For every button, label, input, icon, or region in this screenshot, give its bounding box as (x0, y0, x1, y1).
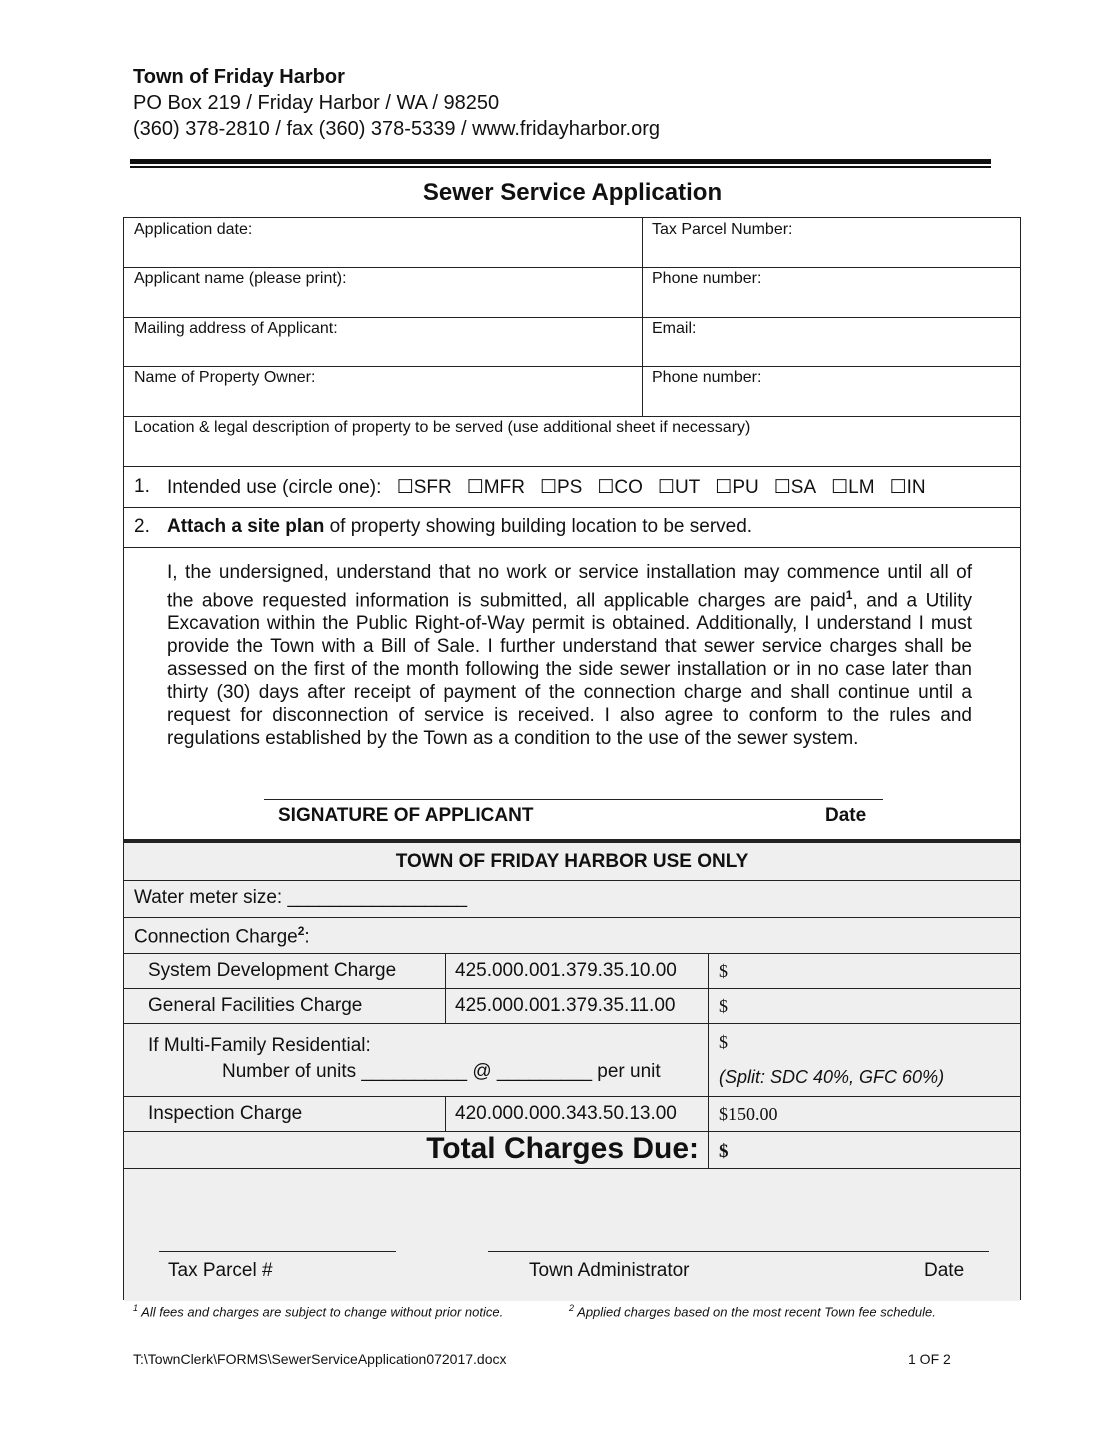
header-rule-thin (130, 166, 991, 168)
use-option-sa[interactable] (774, 476, 816, 499)
sdc-account-code: 425.000.001.379.35.10.00 (455, 960, 677, 981)
use-option-label: UT (674, 477, 701, 498)
footnote-1: $^1$ All fees and charges are subject to change without prior notice. (133, 1303, 504, 1320)
administrator-signature-line[interactable] (488, 1251, 989, 1252)
water-meter-size-field[interactable]: Water meter size: _________________ (134, 887, 468, 908)
sdc-label: System Development Charge (148, 960, 397, 981)
org-name: Town of Friday Harbor (133, 66, 345, 88)
use-option-label: SFR (413, 477, 452, 498)
location-description-field[interactable]: Location & legal description of property to be served (use additional sheet if necessary) (134, 419, 751, 436)
sdc-amount-field[interactable]: $ (719, 961, 728, 981)
mfr-split-note: (Split: SDC 40%, GFC 60%) (719, 1067, 945, 1087)
administrator-date-label: Date (924, 1260, 965, 1281)
checkbox-icon: ☐ (831, 477, 849, 498)
mailing-address-field[interactable]: Mailing address of Applicant: (134, 320, 338, 337)
application-form (123, 217, 1021, 1300)
item-number-2: 2. (134, 516, 150, 537)
checkbox-icon: ☐ (715, 477, 733, 498)
checkbox-icon: ☐ (597, 477, 615, 498)
use-option-label: CO (614, 477, 643, 498)
item-number-1: 1. (134, 476, 150, 497)
footnote-2: $^2$ Applied charges based on the most recent Town fee schedule. (569, 1303, 936, 1320)
intended-use-label: Intended use (circle one): (167, 477, 382, 498)
page-number: 1 OF 2 (908, 1351, 951, 1367)
inspection-account-code: 420.000.000.343.50.13.00 (455, 1103, 677, 1124)
use-option-label: PS (556, 477, 583, 498)
owner-name-field[interactable]: Name of Property Owner: (134, 369, 316, 386)
total-charges-amount-field[interactable]: $ (719, 1141, 729, 1162)
town-administrator-label: Town Administrator (529, 1260, 690, 1281)
footnote-ref-1: 1 (845, 588, 853, 602)
total-charges-label: Total Charges Due: (426, 1132, 699, 1165)
checkbox-icon: ☐ (889, 477, 907, 498)
file-path: T:\TownClerk\FORMS\SewerServiceApplication072017.docx (133, 1351, 507, 1367)
checkbox-icon: ☐ (539, 477, 557, 498)
checkbox-icon: ☐ (466, 477, 484, 498)
mfr-units-field[interactable]: Number of units __________ @ _________ per unit (222, 1061, 661, 1082)
gfc-amount-field[interactable]: $ (719, 996, 728, 1016)
site-plan-instruction (167, 516, 752, 538)
intended-use-options (397, 477, 926, 498)
header-rule-thick (130, 159, 991, 164)
signature-label: SIGNATURE OF APPLICANT (278, 805, 534, 826)
connection-charge-label: Connection Charge$^2$: (134, 924, 310, 948)
tax-parcel-signature-line[interactable] (159, 1251, 396, 1252)
use-option-label: IN (906, 477, 926, 498)
use-option-label: SA (790, 477, 817, 498)
applicant-phone-field[interactable]: Phone number: (652, 270, 762, 287)
use-option-label: MFR (483, 477, 525, 498)
site-plan-bold: Attach a site plan (167, 516, 325, 537)
applicant-statement: I, the undersigned, understand that no work or service installation may commence until all of the above requested information is submitted, all applicable charges are paid$^1$, and a Utility Excavation within the Public Right-of-Way permit is obtained. Additionally, I understand I must provide the Town with a Bill of Sale. I further understand that sewer service charges shall be assessed on the first of the month following the side sewer installation or in no case later than thirty (30) days after receipt of payment of the connection charge and shall continue until a request for disconnection of service is received. I also agree to conform to the rules and regulations established by the Town as a condition to the use of the sewer system. (167, 562, 973, 750)
inspection-amount: $150.00 (719, 1104, 778, 1124)
page-title: Sewer Service Application (422, 179, 723, 206)
site-plan-text: of property showing building location to be served. (324, 516, 753, 537)
application-date-field[interactable]: Application date: (134, 221, 253, 238)
office-use-heading: TOWN OF FRIDAY HARBOR USE ONLY (395, 851, 749, 872)
inspection-label: Inspection Charge (148, 1103, 303, 1124)
office-divider (124, 839, 1020, 843)
checkbox-icon: ☐ (396, 477, 414, 498)
use-option-in[interactable] (890, 476, 926, 499)
gfc-label: General Facilities Charge (148, 995, 363, 1016)
tax-parcel-label: Tax Parcel # (168, 1260, 273, 1281)
tax-parcel-number-field[interactable]: Tax Parcel Number: (652, 221, 793, 238)
org-contact: (360) 378-2810 / fax (360) 378-5339 / www.fridayharbor.org (133, 118, 660, 140)
use-option-label: LM (848, 477, 875, 498)
use-option-ps[interactable] (540, 476, 582, 499)
use-option-sfr[interactable] (397, 476, 452, 499)
applicant-name-field[interactable]: Applicant name (please print): (134, 270, 347, 287)
mfr-label: If Multi-Family Residential: (148, 1035, 371, 1056)
email-field[interactable]: Email: (652, 320, 697, 337)
footnote-ref-2: 2 (297, 924, 305, 938)
intended-use-row (167, 476, 926, 499)
use-option-ut[interactable] (658, 476, 700, 499)
signature-line[interactable] (264, 799, 883, 800)
signature-date-label: Date (825, 805, 867, 826)
mfr-amount-field[interactable]: $ (719, 1032, 728, 1052)
use-option-lm[interactable] (831, 476, 874, 499)
gfc-account-code: 425.000.001.379.35.11.00 (455, 995, 676, 1016)
owner-phone-field[interactable]: Phone number: (652, 369, 762, 386)
checkbox-icon: ☐ (657, 477, 675, 498)
use-option-label: PU (732, 477, 759, 498)
use-option-co[interactable] (597, 476, 643, 499)
use-option-mfr[interactable] (467, 476, 525, 499)
org-address: PO Box 219 / Friday Harbor / WA / 98250 (133, 92, 500, 114)
checkbox-icon: ☐ (773, 477, 791, 498)
use-option-pu[interactable] (715, 476, 758, 499)
